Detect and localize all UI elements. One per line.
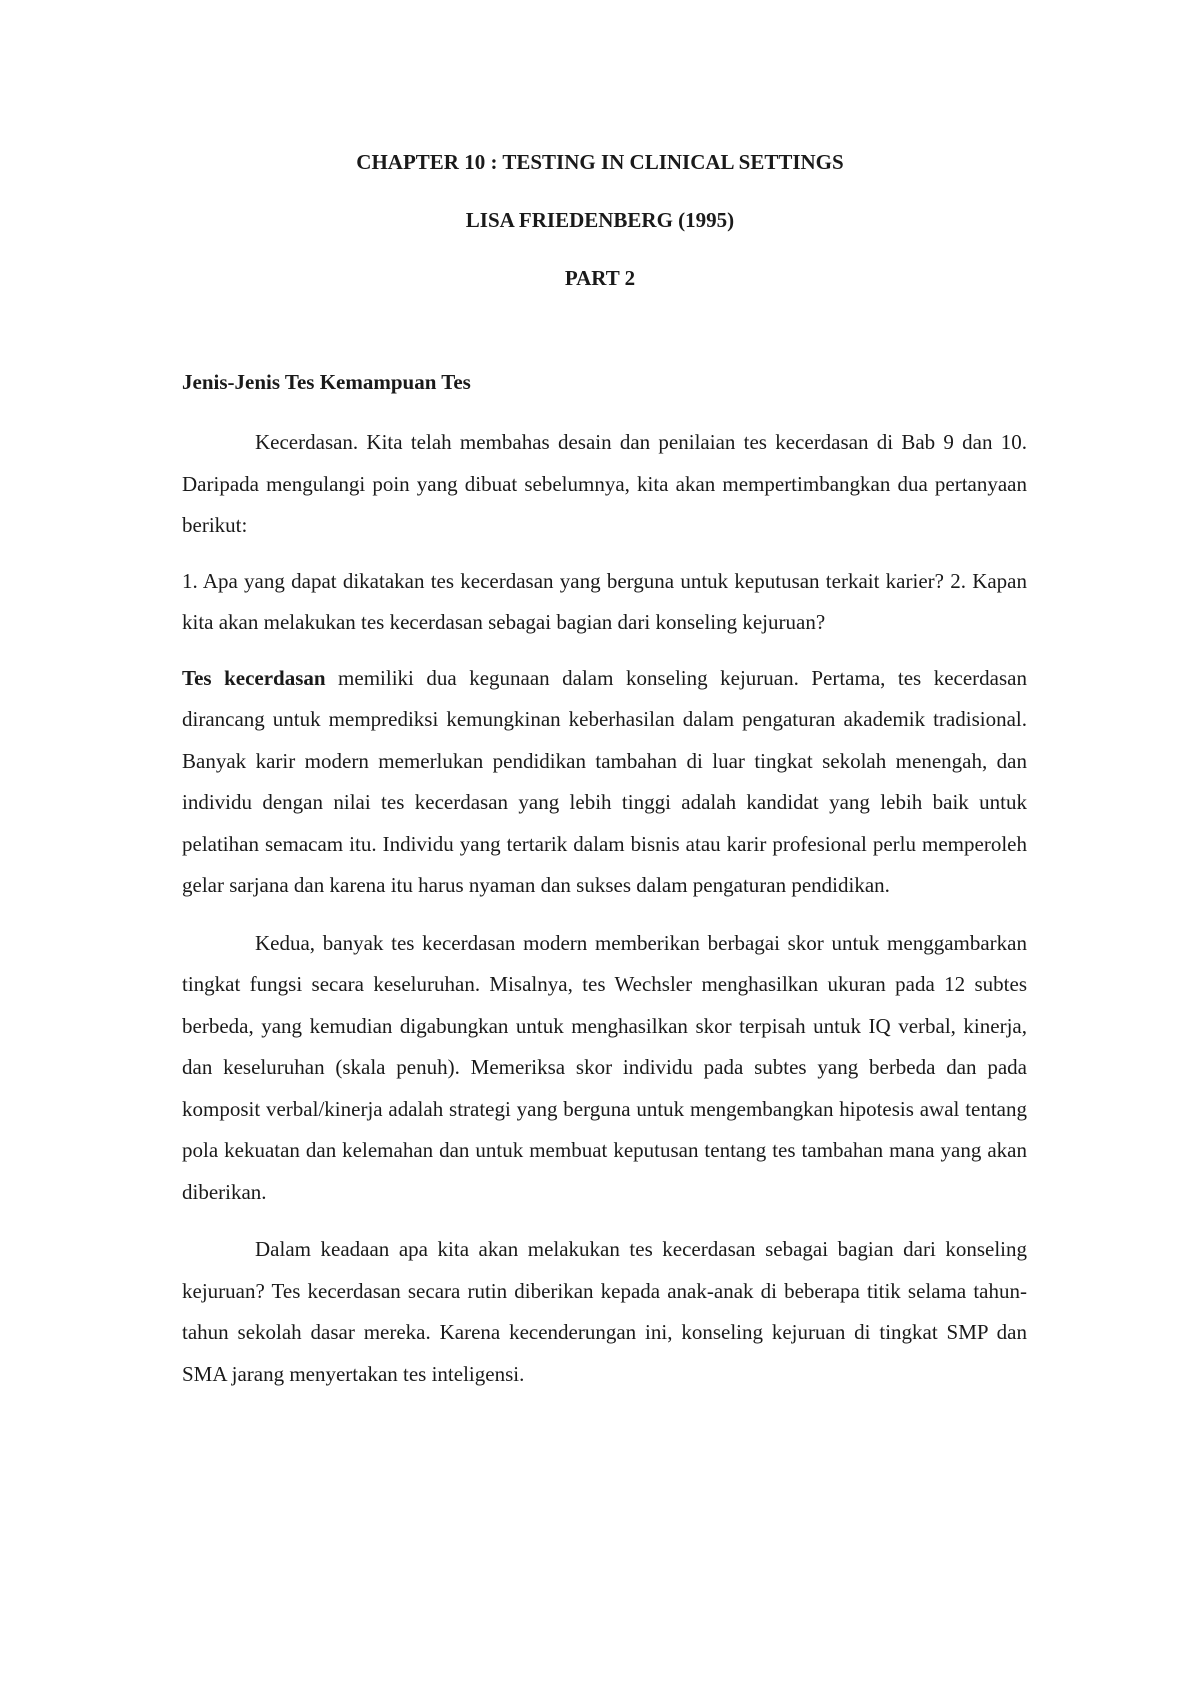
- part-label: PART 2: [564, 266, 636, 290]
- document-body: [182, 368, 1027, 1395]
- paragraph-first-use-text: memiliki dua kegunaan dalam konseling kejuruan. Pertama, tes kecerdasan dirancang untuk memprediksi kemungkinan keberhasilan dalam pengaturan akademik tradisional. Banyak karir modern memerlukan pendidikan tambahan di luar tingkat sekolah menengah, dan individu dengan nilai tes kecerdasan yang lebih tinggi adalah kandidat yang lebih baik untuk pelatihan semacam itu. Individu yang tertarik dalam bisnis atau karir profesional perlu memperoleh gelar sarjana dan karena itu harus nyaman dan sukses dalam pengaturan pendidikan.: [182, 665, 1027, 897]
- paragraph-questions: 1. Apa yang dapat dikatakan tes kecerdasan yang berguna untuk keputusan terkait karier? 2. Kapan kita akan melakukan tes kecerdasan sebagai bagian dari konseling kejuruan?: [182, 568, 1027, 634]
- chapter-title: CHAPTER 10 : TESTING IN CLINICAL SETTINGS: [356, 150, 844, 174]
- bold-term: Tes kecerdasan: [182, 665, 326, 690]
- author-line: LISA FRIEDENBERG (1995): [465, 208, 735, 232]
- paragraph-first-use: [182, 658, 1027, 907]
- section-title: Jenis-Jenis Tes Kemampuan Tes: [182, 370, 471, 394]
- paragraph-second-use: Kedua, banyak tes kecerdasan modern memberikan berbagai skor untuk menggambarkan tingkat fungsi secara keseluruhan. Misalnya, tes Wechsler menghasilkan ukuran pada 12 subtes berbeda, yang kemudian digabungkan untuk menghasilkan skor terpisah untuk IQ verbal, kinerja, dan keseluruhan (skala penuh). Memeriksa skor individu pada subtes yang berbeda dan pada komposit verbal/kinerja adalah strategi yang berguna untuk mengembangkan hipotesis awal tentang pola kekuatan dan kelemahan dan untuk membuat keputusan tentang tes tambahan mana yang akan diberikan.: [182, 930, 1027, 1204]
- paragraph-circumstances: Dalam keadaan apa kita akan melakukan tes kecerdasan sebagai bagian dari konseling kejuruan? Tes kecerdasan secara rutin diberikan kepada anak-anak di beberapa titik selama tahun-tahun sekolah dasar mereka. Karena kecenderungan ini, konseling kejuruan di tingkat SMP dan SMA jarang menyertakan tes inteligensi.: [182, 1237, 1027, 1386]
- paragraph-intelligence-intro: Kecerdasan. Kita telah membahas desain dan penilaian tes kecerdasan di Bab 9 dan 10. Daripada mengulangi poin yang dibuat sebelumnya, kita akan mempertimbangkan dua pertanyaan berikut:: [182, 430, 1027, 537]
